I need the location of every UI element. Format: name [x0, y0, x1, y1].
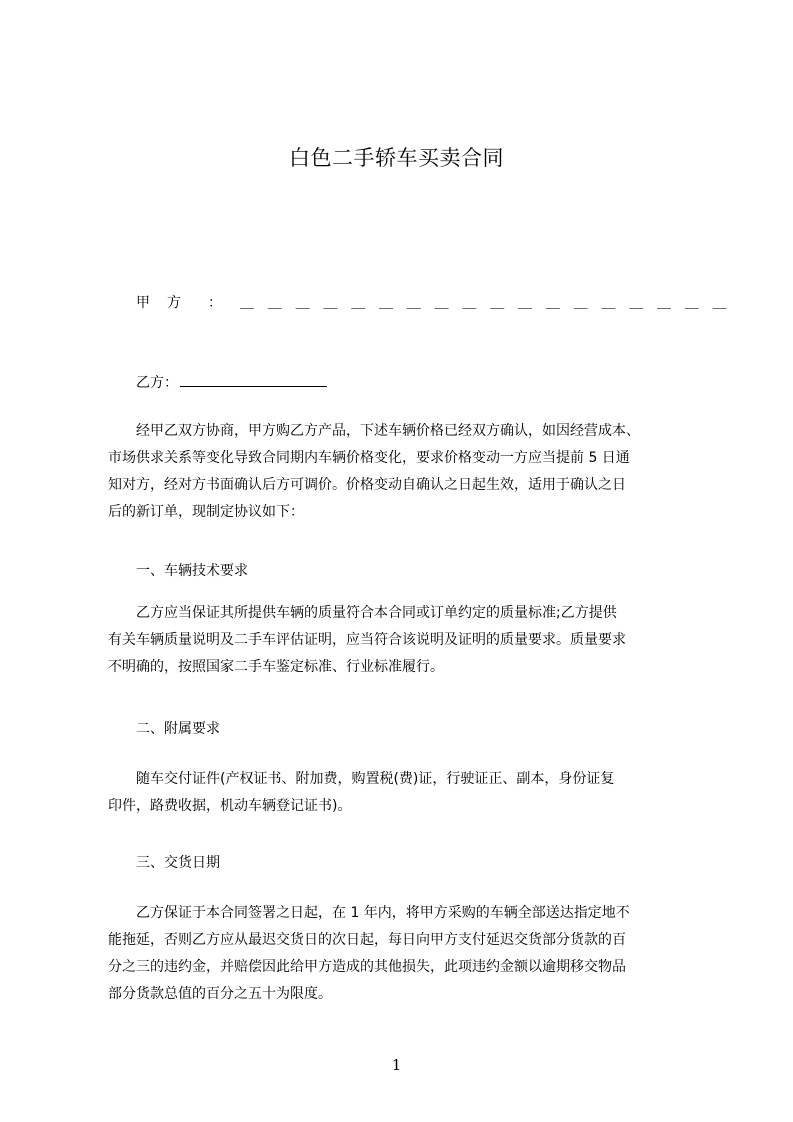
paragraph-line: 能拖延，否则乙方应从最迟交货日的次日起，每日向甲方支付延迟交货部分货款的百	[108, 932, 626, 948]
section-3-paragraph	[108, 900, 630, 1008]
page-number: 1	[391, 1056, 402, 1074]
party-b-label: 乙方：	[136, 375, 178, 391]
party-b-blank-line	[180, 374, 327, 387]
party-a-row	[136, 292, 741, 312]
paragraph-line: 知对方，经对方书面确认后方可调价。价格变动自确认之日起生效，适用于确认之日	[108, 477, 626, 493]
paragraph-line: 后的新订单，现制定协议如下：	[108, 504, 304, 520]
paragraph-line: 市场供求关系等变化导致合同期内车辆价格变化，要求价格变动一方应当提前 5 日通	[108, 450, 630, 466]
intro-paragraph	[108, 418, 640, 526]
paragraph-line: 部分货款总值的百分之五十为限度。	[108, 986, 332, 1002]
section-heading-1: 一、车辆技术要求	[136, 563, 248, 579]
party-b-row	[136, 372, 327, 392]
party-a-label: 甲方	[136, 295, 198, 311]
section-heading-2: 二、附属要求	[136, 721, 220, 737]
paragraph-line: 印件，路费收据，机动车辆登记证书)。	[108, 798, 352, 814]
paragraph-line: 乙方保证于本合同签署之日起，在 1 年内，将甲方采购的车辆全部送达指定地不	[108, 905, 630, 921]
paragraph-line: 乙方应当保证其所提供车辆的质量符合本合同或订单约定的质量标准;乙方提供	[108, 605, 617, 621]
party-a-colon: ：	[208, 295, 222, 311]
paragraph-line: 随车交付证件(产权证书、附加费，购置税(费)证，行驶证正、副本，身份证复	[108, 771, 615, 787]
paragraph-line: 经甲乙双方协商，甲方购乙方产品，下述车辆价格已经双方确认，如因经营成本、	[108, 423, 640, 439]
document-title: 白色二手轿车买卖合同	[289, 146, 504, 170]
paragraph-line: 有关车辆质量说明及二手车评估证明，应当符合该说明及证明的质量要求。质量要求	[108, 632, 626, 648]
section-heading-3: 三、交货日期	[136, 855, 220, 871]
section-1-paragraph	[108, 600, 626, 681]
section-2-paragraph	[108, 766, 614, 820]
party-a-blank: ＿＿＿＿＿＿＿＿＿＿＿＿＿＿＿＿＿＿	[240, 295, 741, 311]
paragraph-line: 不明确的，按照国家二手车鉴定标准、行业标准履行。	[108, 659, 444, 675]
paragraph-line: 分之三的违约金，并赔偿因此给甲方造成的其他损失，此项违约金额以逾期移交物品	[108, 959, 626, 975]
